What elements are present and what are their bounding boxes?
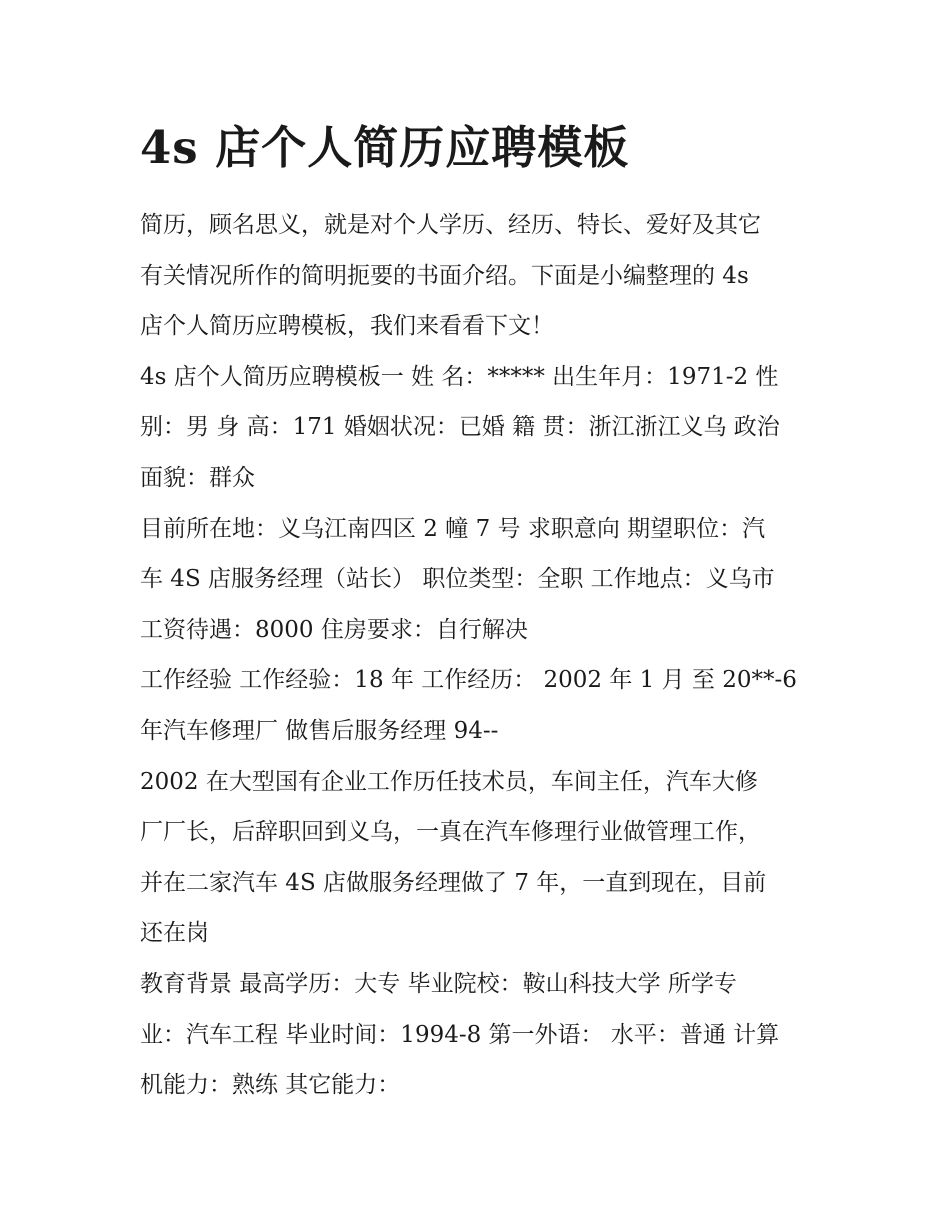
text-line: 还在岗 bbox=[140, 920, 209, 947]
text-line: 并在二家汽车 4S 店做服务经理做了 7 年，一直到现在，目前 bbox=[140, 869, 767, 896]
text-line: 4s 店个人简历应聘模板一 姓 名：***** 出生年月：1971-2 性 bbox=[140, 363, 779, 390]
job-intent-paragraph bbox=[140, 504, 812, 656]
intro-paragraph bbox=[140, 200, 812, 352]
text-line: 车 4S 店服务经理（站长） 职位类型：全职 工作地点：义乌市 bbox=[140, 566, 775, 593]
text-line: 教育背景 最高学历：大专 毕业院校：鞍山科技大学 所学专 bbox=[140, 970, 737, 997]
text-line: 2002 在大型国有企业工作历任技术员，车间主任，汽车大修 bbox=[140, 768, 758, 795]
text-line: 机能力：熟练 其它能力： bbox=[140, 1072, 401, 1099]
text-line: 厂厂长，后辞职回到义乌，一真在汽车修理行业做管理工作， bbox=[140, 819, 761, 846]
text-line: 工资待遇：8000 住房要求：自行解决 bbox=[140, 616, 528, 643]
work-history-paragraph bbox=[140, 757, 812, 959]
work-experience-paragraph bbox=[140, 655, 812, 756]
text-line: 面貌：群众 bbox=[140, 464, 255, 491]
education-paragraph bbox=[140, 959, 812, 1111]
text-line: 店个人简历应聘模板，我们来看看下文！ bbox=[140, 313, 554, 340]
text-line: 有关情况所作的简明扼要的书面介绍。下面是小编整理的 4s bbox=[140, 262, 749, 289]
document-title: 4s 店个人简历应聘模板 bbox=[140, 121, 630, 174]
text-line: 工作经验 工作经验：18 年 工作经历： 2002 年 1 月 至 20**-6 bbox=[140, 667, 797, 694]
text-line: 业：汽车工程 毕业时间：1994-8 第一外语： 水平：普通 计算 bbox=[140, 1021, 780, 1048]
text-line: 年汽车修理厂 做售后服务经理 94-- bbox=[140, 717, 499, 744]
document-page bbox=[140, 118, 812, 1111]
text-line: 简历，顾名思义，就是对个人学历、经历、特长、爱好及其它 bbox=[140, 212, 761, 238]
basic-info-paragraph bbox=[140, 352, 812, 504]
text-line: 别：男 身 高：171 婚姻状况：已婚 籍 贯：浙江浙江义乌 政治 bbox=[140, 414, 780, 441]
text-line: 目前所在地：义乌江南四区 2 幢 7 号 求职意向 期望职位：汽 bbox=[140, 515, 766, 542]
